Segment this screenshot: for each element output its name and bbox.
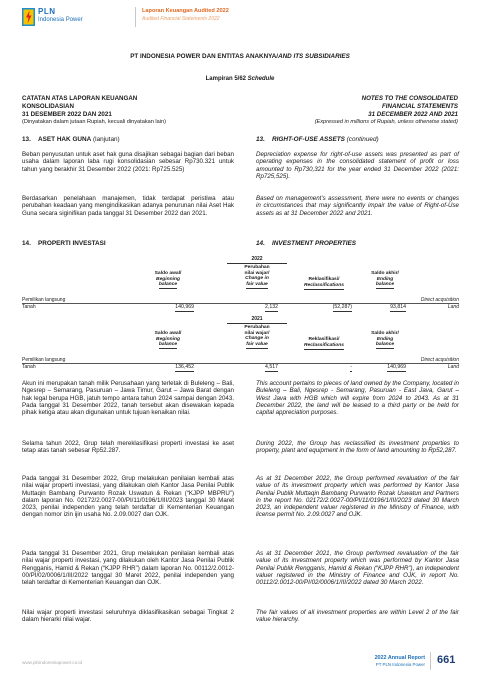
statement-en-line1: NOTES TO THE CONSOLIDATED [361,95,458,102]
statement-id-line2: KONSOLIDASIAN [22,103,74,110]
statement-en-line2: FINANCIAL STATEMENTS [382,103,458,110]
sec14-paragraph-3-id: Pada tanggal 31 Desember 2022, Grup melakukan penilaian kembali atas nilai wajar properti investasi, yang dilakukan oleh Kantor Jasa Penilai Publik Muttaqin Bambang Purwanto Rozak Uswatun & Rekan (“KJPP MBPRU”) dalam laporan No. 02172/2.0027-00/PI/11/0196/1/III/2023 tanggal 30 Maret 2023, penilai independen yang telah terdaftar di Kementerian Keuangan dengan nomor izin ijin usaha No. 2.09.0027 dan OJK. [22,475,234,519]
page-number: 661 [437,654,456,666]
sec13-paragraph-1-id: Beban penyusutan untuk aset hak guna disajikan sebagai bagian dari beban usaha dalam laporan laba rugi konsolidasian sebesar Rp730.321 untuk tahun yang berakhir 31 Desember 2022 (2021: Rp725.525) [22,151,234,173]
schedule-italic: Schedule [247,76,275,82]
sec14-paragraph-4-id: Pada tanggal 31 Desember 2021, Grup melakukan penilaian kembali atas nilai wajar properti investasi, yang dilakukan oleh Kantor Jasa Penilai Publik Rengganis, Hamid & Rekan (“KJPP RHR”) dalam laporan No. 00112/2.0012-00/PI/02/0006/1/III/2022 tanggal 30 Maret 2022, penilai independen yang telah terdaftar di Kementerian Keuangan dan OJK. [22,550,234,587]
cell-change [234,304,278,310]
statement-id-line4: (Dinyatakan dalam jutaan Rupiah, kecuali dinyatakan lain) [22,119,166,125]
footer-report-subtitle: PT PLN Indonesia Power [375,662,425,667]
row-label-id: Tanah [22,304,36,310]
cell-value: 140,969 [387,364,406,370]
sec14-paragraph-5-en: The fair values of all investment properties are within Level 2 of the fair value hierarchy. [256,609,459,624]
section-title: RIGHT-OF-USE ASSETS [272,136,345,143]
section-title: PROPERTI INVESTASI [38,240,106,247]
sec14-paragraph-1-en: This account pertains to pieces of land owned by the Company, located in Buleleng – Bali, Ngesrep - Semarang, Pasuruan - East Java, Garut – West Java with HGB which will expire from 2024 to 2043. As at 31 December 2022, the land will be leased to a third party or be held for capital appreciation purposes. [256,380,459,417]
col-label-en: balance [159,342,177,349]
col-label-id: nilai wajar/ [244,330,270,336]
schedule-label [0,76,480,82]
cell-value: 136,452 [175,364,194,370]
col-ending-header [360,271,410,289]
col-label-en: balance [159,282,177,289]
cell-value: 140,969 [175,304,194,310]
col-label-en: Change in [245,276,269,282]
section-14-heading-en [256,240,356,247]
col-label-id: Saldo akhir/ [371,271,399,276]
cell-change [234,364,278,370]
col-label-id: Reklasifikasi/ [308,337,340,342]
col-label-id: Perubahan [244,265,270,270]
cell-value: 93,814 [390,304,406,310]
footer-website-link[interactable]: www.plnindonesiapower.co.id [22,660,83,665]
sec14-paragraph-5-id: Nilai wajar properti investasi seluruhnya diklasifikasikan sebagai Tingkat 2 dalam hierarki nilai wajar. [22,609,234,624]
sec14-paragraph-2-id: Selama tahun 2022, Grup telah mereklasifikasi properti investasi ke aset tetap atas tanah sebesar Rp52.287. [22,440,234,455]
sec13-paragraph-1-en: Depreciation expense for right-of-use assets was presented as part of operating expenses in the consolidated statement of profit or loss amounted to Rp730,321 for the year ended 31 December 2022 (2021: Rp725,525). [256,151,459,180]
col-beginning-header [140,331,196,349]
cell-ending [362,304,406,310]
col-label-id: Saldo akhir/ [371,331,399,336]
col-label-en: Beginning [156,276,180,282]
statement-en-line3: 31 DECEMBER 2022 AND 2021 [368,111,458,118]
header-divider [135,7,136,27]
section-title: ASET HAK GUNA [38,136,92,143]
statement-id-line1: CATATAN ATAS LAPORAN KEUANGAN [22,95,138,102]
col-label-en: Ending [376,336,394,342]
page-header [0,0,480,36]
cell-value: (52,287) [332,304,352,310]
footer-report-title: 2022 Annual Report [374,655,425,661]
title-italic: AND ITS SUBSIDIARIES [278,53,350,60]
title-prefix: PT INDONESIA POWER DAN ENTITAS ANAKNYA/ [130,53,279,60]
group-label-en: Direct acquisition [420,297,459,303]
sec14-paragraph-4-en: As at 31 December 2021, the Group performed revaluation of the fair value of its investment property which was performed by Kantor Jasa Penilai Publik Rengganis, Hamid & Rekan (“KJPP RHR”), an independent valuer registered in the Ministry of Finance and OJK, in report No. 00112/2.0012-00/PI/02/0006/1/III/2022 dated 30 March 2022. [256,550,459,587]
statement-id-line3: 31 DESEMBER 2022 DAN 2021 [22,111,112,118]
logo-subtext: Indonesia Power [38,17,83,23]
col-label-id: nilai wajar/ [244,270,270,276]
header-subtitle: Audited Financial Statements 2022 [142,16,220,22]
investment-table-2021 [22,316,459,374]
section-number: 14. [256,240,265,247]
cell-reclass [308,304,352,310]
cell-value: 4,517 [265,364,278,370]
footer-divider [430,652,431,670]
logo-text: PLN [38,7,56,16]
col-label-en: Beginning [156,336,180,342]
table-year: 2022 [227,256,287,264]
col-reclass-header [294,337,354,350]
col-label-en: Reclassifications [304,343,344,350]
investment-table-2022 [22,256,459,314]
section-13-heading-id [22,136,120,143]
col-label-id: Reklasifikasi/ [308,277,340,282]
col-ending-header [360,331,410,349]
section-number: 14. [22,240,31,247]
header-title: Laporan Keuangan Audited 2022 [142,8,229,14]
col-label-id: Saldo awal/ [154,271,182,276]
col-label-en: Change in [245,336,269,342]
section-number: 13. [22,136,31,143]
section-suffix: (continued) [344,136,379,143]
group-label-id: Pemilikan langsung [22,297,66,303]
sec14-paragraph-3-en: As at 31 December 2022, the Group performed revaluation of the fair value of its investment property which was performed by Kantor Jasa Penilai Publik Muttaqin Bambang Purwanto Rozak Uswatun and Partners in the report No. 02172/2.0027-00/PI/11/0196/1/III/2023 dated 30 March 2023, an independent valuer registered in the Ministry of Finance, with license permit No. 2.09.0027 and OJK. [256,475,459,519]
sec13-paragraph-2-id: Berdasarkan penelahaan manajemen, tidak terdapat peristiwa atau perubahan keadaan yang mengindikasikan adanya penurunan nilai Aset Hak Guna secara siginifikan pada tanggal 31 Desember 2022 dan 2021. [22,195,234,217]
section-14-heading-id [22,240,106,247]
col-change-header [227,325,287,349]
group-label-id: Pemilikan langsung [22,357,66,363]
col-reclass-header [294,277,354,290]
sec14-paragraph-1-id: Akun ini merupakan tanah milik Perusahaan yang terletak di Buleleng – Bali, Ngesrep – Semarang, Pasuruan – Jawa Timur, Garut – Jawa Barat dengan hak legal berupa HGB, jatuh tempo antara tahun 2024 sampai dengan 2043. Pada tanggal 31 Desember 2022, tanah tersebut akan disewakan kepada pihak ketiga atau akan digunakan untuk tujuan kenaikan nilai. [22,380,234,417]
section-title: INVESTMENT PROPERTIES [272,240,357,247]
section-13-heading-en [256,136,379,143]
cell-beginning [150,304,194,310]
row-label-en: Land [447,304,459,310]
col-label-en: balance [376,342,394,349]
cell-value: 2,132 [265,304,278,310]
col-label-id: Perubahan [244,325,270,330]
statement-en-line4: (Expressed in millions of Rupiah, unless otherwise stated) [314,119,458,125]
section-suffix: (lanjutan) [91,136,120,143]
group-label-en: Direct acquisition [420,357,459,363]
cell-ending [362,364,406,370]
col-label-en: fair value [246,282,267,289]
sec13-paragraph-2-en: Based on management’s assessment, there were no events or changes in circumstances that may significantly impair the value of Right-of-Use assets as at 31 December 2022 and 2021. [256,195,459,217]
col-beginning-header [140,271,196,289]
schedule-prefix: Lampiran 5/62 [205,76,248,82]
cell-beginning [150,364,194,370]
pln-logo-icon [22,8,35,26]
document-title [0,53,480,60]
sec14-paragraph-2-en: During 2022, the Group has reclassified its investment properties to property, plant and equipment in the form of land amounting to Rp52,287. [256,440,459,455]
row-label-en: Land [447,364,459,370]
col-label-en: Ending [376,276,394,282]
section-number: 13. [256,136,265,143]
row-label-id: Tanah [22,364,36,370]
cell-reclass [308,364,352,370]
col-label-en: Reclassifications [304,283,344,290]
col-change-header [227,265,287,289]
cell-value: - [350,364,352,370]
col-label-en: balance [376,282,394,289]
col-label-en: fair value [246,342,267,349]
table-year: 2021 [227,316,287,324]
col-label-id: Saldo awal/ [154,331,182,336]
